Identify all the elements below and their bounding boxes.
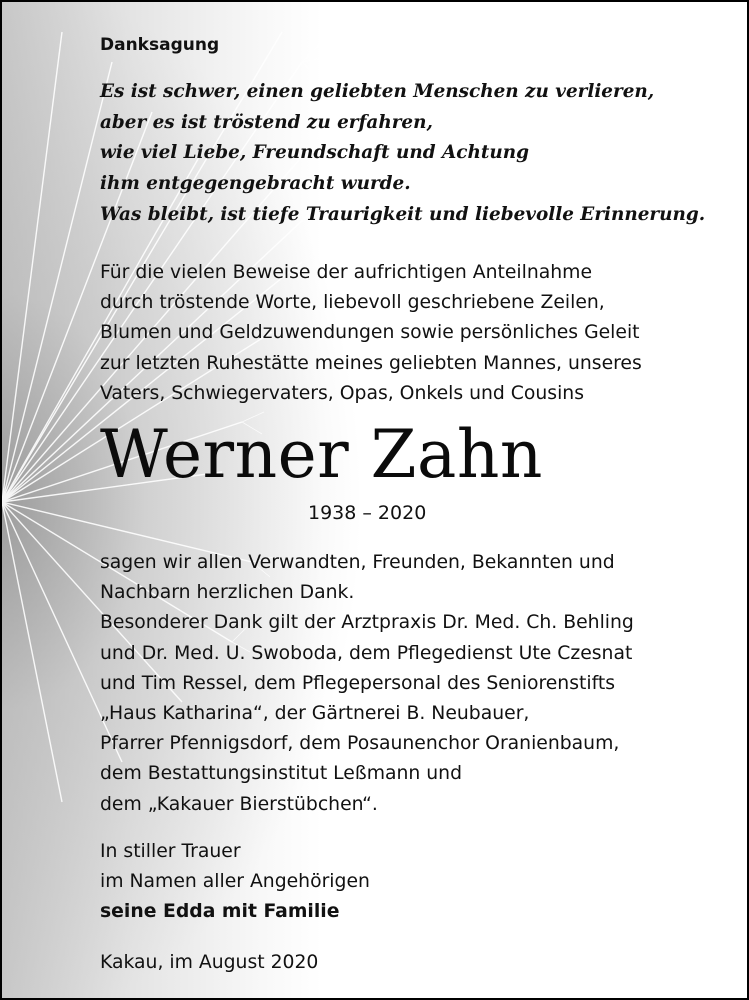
poem-line: aber es ist tröstend zu erfahren, xyxy=(100,111,433,133)
thanks-line: dem „Kakauer Bierstübchen“. xyxy=(100,793,378,815)
intro-line: Für die vielen Beweise der aufrichtigen Anteilnahme xyxy=(100,262,593,283)
heading: Danksagung xyxy=(100,35,220,55)
thanks-line: Nachbarn herzlichen Dank. xyxy=(100,582,355,604)
poem xyxy=(100,77,729,231)
poem-line: Es ist schwer, einen geliebten Menschen zu verlieren, xyxy=(100,81,655,102)
thanks-line: „Haus Katharina“, der Gärtnerei B. Neubauer, xyxy=(100,703,530,725)
thanks-line: dem Bestattungsinstitut Leßmann und xyxy=(100,763,462,785)
thanks-line: Pfarrer Pfennigsdorf, dem Posaunenchor Oranienbaum, xyxy=(100,733,620,755)
intro-line: Blumen und Geldzuwendungen sowie persönliches Geleit xyxy=(100,322,640,344)
closing-line: im Namen aller Angehörigen xyxy=(100,871,370,893)
life-dates: 1938 – 2020 xyxy=(308,502,427,524)
intro-line: durch tröstende Worte, liebevoll geschriebene Zeilen, xyxy=(100,292,605,314)
thanks-line: und Dr. Med. U. Swoboda, dem Pflegedienst Ute Czesnat xyxy=(100,642,633,664)
closing-line: In stiller Trauer xyxy=(100,841,241,862)
poem-line: wie viel Liebe, Freundschaft und Achtung xyxy=(100,142,529,164)
signature: seine Edda mit Familie xyxy=(100,901,340,923)
deceased-name: Werner Zahn xyxy=(100,416,543,493)
closing-block xyxy=(100,837,729,928)
thanks-line: Besonderer Dank gilt der Arztpraxis Dr. Med. Ch. Behling xyxy=(100,612,634,634)
poem-line: Was bleibt, ist tiefe Traurigkeit und liebevolle Erinnerung. xyxy=(100,203,706,225)
thanks-paragraph xyxy=(100,548,729,820)
intro-line: zur letzten Ruhestätte meines geliebten Mannes, unseres xyxy=(100,352,642,374)
place-date: Kakau, im August 2020 xyxy=(100,952,319,973)
intro-line: Vaters, Schwiegervaters, Opas, Onkels und Cousins xyxy=(100,382,584,404)
thanks-line: und Tim Ressel, dem Pflegepersonal des Seniorenstifts xyxy=(100,672,616,694)
thanks-line: sagen wir allen Verwandten, Freunden, Bekannten und xyxy=(100,552,615,573)
intro-paragraph xyxy=(100,258,729,409)
poem-line: ihm entgegengebracht wurde. xyxy=(100,173,411,195)
